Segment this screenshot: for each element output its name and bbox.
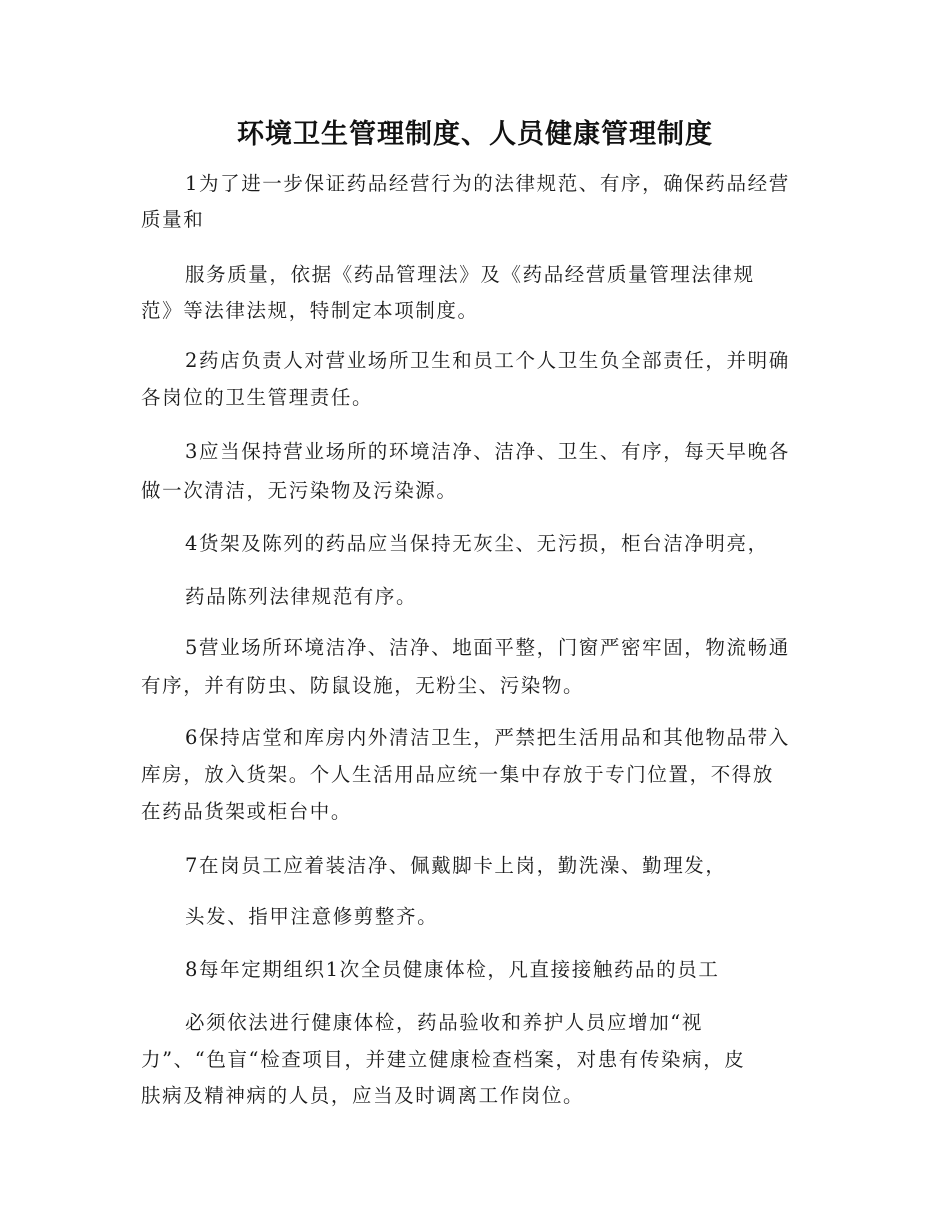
paragraph-7-line-1: 5营业场所环境洁净、洁净、地面平整，门窗严密牢固，物流畅通 bbox=[185, 636, 790, 659]
paragraph-8-line-3: 在药品货架或柜台中。 bbox=[141, 800, 353, 823]
paragraph-4-line-1: 3应当保持营业场所的环境洁净、洁净、卫生、有序，每天早晚各 bbox=[185, 440, 790, 463]
paragraph-12-line-2: 力”、“色盲“检查项目，并建立健康检查档案，对患有传染病，皮 bbox=[141, 1048, 746, 1071]
paragraph-2-line-1: 服务质量，依据《药品管理法》及《药品经营质量管理法律规 bbox=[185, 263, 755, 286]
paragraph-9-line-1: 7在岗员工应着装洁净、佩戴脚卡上岗，勤洗澡、勤理发， bbox=[185, 854, 727, 877]
paragraph-12-line-1: 必须依法进行健康体检，药品验收和养护人员应增加“视 bbox=[185, 1011, 703, 1034]
paragraph-12-line-3: 肤病及精神病的人员，应当及时调离工作岗位。 bbox=[141, 1084, 585, 1107]
document-title: 环境卫生管理制度、人员健康管理制度 bbox=[237, 119, 713, 150]
paragraph-1-line-2: 质量和 bbox=[141, 208, 205, 231]
paragraph-5-line-1: 4货架及陈列的药品应当保持无灰尘、无污损，柜台洁净明亮， bbox=[185, 532, 769, 555]
paragraph-3-line-2: 各岗位的卫生管理责任。 bbox=[141, 386, 374, 409]
paragraph-1-line-1: 1为了进一步保证药品经营行为的法律规范、有序，确保药品经营 bbox=[185, 172, 790, 195]
paragraph-6-line-1: 药品陈列法律规范有序。 bbox=[185, 585, 418, 608]
paragraph-10-line-1: 头发、指甲注意修剪整齐。 bbox=[185, 905, 439, 928]
paragraph-3-line-1: 2药店负责人对营业场所卫生和员工个人卫生负全部责任，并明确 bbox=[185, 349, 790, 372]
paragraph-8-line-1: 6保持店堂和库房内外清洁卫生，严禁把生活用品和其他物品带入 bbox=[185, 726, 790, 749]
paragraph-7-line-2: 有序，并有防虫、防鼠设施，无粉尘、污染物。 bbox=[141, 674, 585, 697]
paragraph-4-line-2: 做一次清洁，无污染物及污染源。 bbox=[141, 479, 458, 502]
paragraph-11-line-1: 8每年定期组织1次全员健康体检，凡直接接触药品的员工 bbox=[185, 958, 720, 981]
paragraph-8-line-2: 库房，放入货架。个人生活用品应统一集中存放于专门位置，不得放 bbox=[141, 763, 775, 786]
paragraph-2-line-2: 范》等法律法规，特制定本项制度。 bbox=[141, 299, 479, 322]
